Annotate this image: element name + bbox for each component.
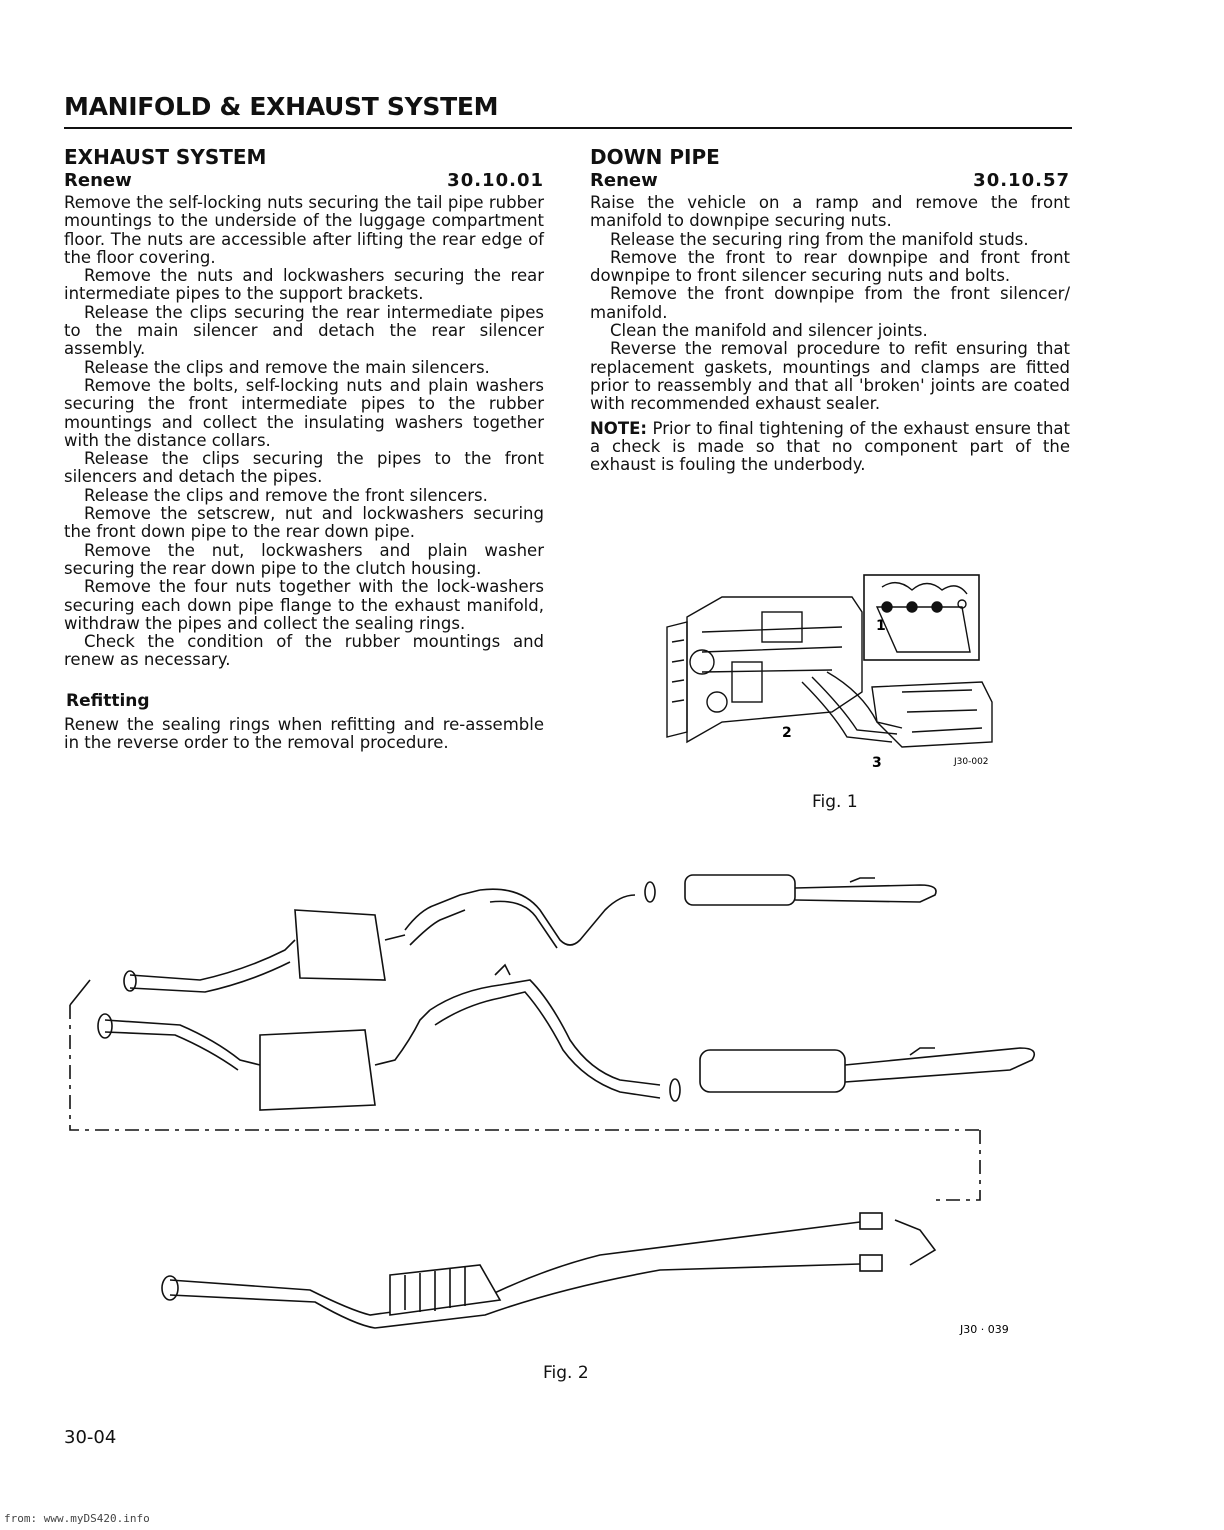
- fig1-caption: Fig. 1: [812, 792, 858, 812]
- page-header-title: MANIFOLD & EXHAUST SYSTEM: [64, 92, 499, 121]
- note-text: Prior to final tightening of the exhaust ensure that a check is made so that no component part of the exhaust is fouling the underbody.: [590, 418, 1071, 475]
- callout-1: 1: [876, 618, 886, 634]
- paragraph: Release the clips securing the rear intermediate pipes to the main silencer and detach the rear silencer assembly.: [64, 302, 544, 359]
- paragraph: Release the clips and remove the front silencers.: [84, 485, 488, 505]
- paragraph: Release the clips securing the pipes to the front silencers and detach the pipes.: [64, 449, 544, 487]
- section-subhead: [590, 169, 1070, 192]
- header-rule: [64, 127, 1072, 129]
- down-pipe-section: [590, 145, 1070, 474]
- paragraph: Remove the front to rear downpipe and front front downpipe to front silencer securing nuts and bolts.: [590, 247, 1070, 286]
- paragraph: Release the securing ring from the manifold studs.: [610, 229, 1029, 249]
- paragraph: Remove the setscrew, nut and lockwashers securing the front down pipe to the rear down pipe.: [64, 504, 544, 542]
- note: [590, 420, 1070, 475]
- operation-code: 30.10.57: [973, 170, 1070, 191]
- paragraph: Reverse the removal procedure to refit ensuring that replacement gaskets, mountings and clamps are fitted prior to reassembly and that all 'broken' joints are coated with recommended exhaust sealer.: [590, 339, 1070, 414]
- paragraph: Remove the four nuts together with the lock-washers securing each down pipe flange to the exhaust manifold, withdraw the pipes and collect the sealing rings.: [64, 577, 544, 633]
- paragraph: Release the clips and remove the main silencers.: [84, 357, 490, 377]
- paragraph: Clean the manifold and silencer joints.: [610, 321, 928, 341]
- paragraph: Remove the bolts, self-locking nuts and plain washers securing the front intermediate pipes to the rubber mountings and collect the insulating washers together with the distance collars.: [64, 375, 544, 450]
- fig2-ref: J30 · 039: [960, 1323, 1009, 1336]
- callout-2: 2: [782, 725, 792, 741]
- fig1-ref: J30-002: [954, 757, 989, 767]
- refitting-text: Renew the sealing rings when refitting and re-assemble in the reverse order to the removal procedure.: [64, 715, 544, 753]
- paragraph: Remove the self-locking nuts securing the tail pipe rubber mountings to the underside of the luggage compartment floor. The nuts are accessible after lifting the rear edge of the floor covering.: [64, 193, 544, 267]
- fig2-caption: Fig. 2: [543, 1363, 589, 1383]
- paragraph: Remove the nuts and lockwashers securing the rear intermediate pipes to the support brackets.: [64, 266, 544, 304]
- paragraph: Check the condition of the rubber mountings and renew as necessary.: [64, 632, 544, 670]
- page-number: 30-04: [64, 1427, 117, 1448]
- fig2-exhaust-system-illustration: [60, 870, 1050, 1350]
- subhead-label: Renew: [64, 170, 132, 191]
- operation-code: 30.10.01: [447, 170, 544, 191]
- subhead-label: Renew: [590, 170, 658, 191]
- paragraph: Remove the front downpipe from the front silencer/ manifold.: [590, 284, 1070, 322]
- paragraph: Remove the nut, lockwashers and plain washer securing the rear down pipe to the clutch housing.: [64, 540, 544, 578]
- source-footer: from: www.myDS420.info: [4, 1512, 150, 1525]
- exhaust-system-section: [64, 145, 544, 753]
- section-title: EXHAUST SYSTEM: [64, 145, 267, 169]
- fig1-downpipe-illustration: [662, 572, 1002, 772]
- section-title: DOWN PIPE: [590, 145, 720, 169]
- section-subhead: [64, 169, 544, 192]
- paragraph: Raise the vehicle on a ramp and remove the front manifold to downpipe securing nuts.: [590, 193, 1070, 231]
- note-label: NOTE:: [590, 418, 647, 438]
- refitting-heading: Refitting: [66, 690, 150, 711]
- callout-3: 3: [872, 755, 882, 771]
